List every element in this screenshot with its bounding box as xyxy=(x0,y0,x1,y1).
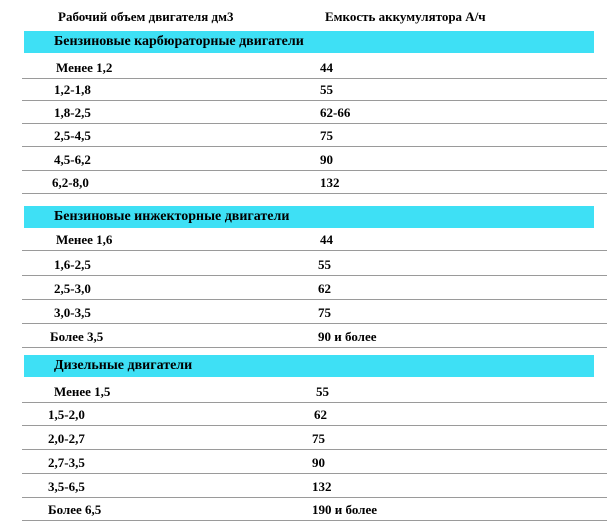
row-divider xyxy=(22,100,607,101)
table-row xyxy=(0,404,615,426)
row-divider xyxy=(22,449,607,450)
table-row xyxy=(0,428,615,450)
volume-cell: 2,7-3,5 xyxy=(48,455,85,470)
capacity-cell: 90 xyxy=(312,455,325,470)
volume-cell: 6,2-8,0 xyxy=(52,175,89,190)
row-divider xyxy=(22,497,607,498)
volume-cell: 2,5-4,5 xyxy=(54,128,91,143)
volume-cell: 1,6-2,5 xyxy=(54,257,91,272)
table-row xyxy=(0,278,615,300)
volume-cell: 2,5-3,0 xyxy=(54,281,91,296)
capacity-cell: 55 xyxy=(316,384,329,399)
capacity-cell: 132 xyxy=(320,175,340,190)
table-row xyxy=(0,499,615,521)
volume-column-header: Рабочий объем двигателя дм3 xyxy=(58,9,234,24)
table-row xyxy=(0,254,615,276)
table-header xyxy=(0,9,615,29)
capacity-cell: 90 xyxy=(320,152,333,167)
row-divider xyxy=(22,299,607,300)
volume-cell: 2,0-2,7 xyxy=(48,431,85,446)
capacity-cell: 75 xyxy=(318,305,331,320)
volume-cell: Менее 1,6 xyxy=(56,232,113,247)
capacity-cell: 62 xyxy=(314,407,327,422)
table-row xyxy=(0,452,615,474)
volume-cell: 3,0-3,5 xyxy=(54,305,91,320)
capacity-cell: 55 xyxy=(318,257,331,272)
row-divider xyxy=(22,473,607,474)
capacity-cell: 190 и более xyxy=(312,502,377,517)
table-row xyxy=(0,57,615,79)
volume-cell: 1,2-1,8 xyxy=(54,82,91,97)
table-row xyxy=(0,172,615,194)
section-title-injector: Бензиновые инжекторные двигатели xyxy=(24,206,594,228)
table-row xyxy=(0,79,615,101)
row-divider xyxy=(22,170,607,171)
capacity-cell: 62-66 xyxy=(320,105,351,120)
row-divider xyxy=(22,146,607,147)
capacity-cell: 44 xyxy=(320,60,333,75)
capacity-column-header: Емкость аккумулятора А/ч xyxy=(325,9,486,24)
volume-cell: Более 3,5 xyxy=(50,329,104,344)
volume-cell: Менее 1,5 xyxy=(54,384,111,399)
capacity-cell: 75 xyxy=(312,431,325,446)
volume-cell: Менее 1,2 xyxy=(56,60,113,75)
capacity-cell: 132 xyxy=(312,479,332,494)
table-row xyxy=(0,125,615,147)
row-divider xyxy=(22,323,607,324)
capacity-cell: 62 xyxy=(318,281,331,296)
capacity-cell: 75 xyxy=(320,128,333,143)
row-divider xyxy=(22,123,607,124)
capacity-cell: 44 xyxy=(320,232,333,247)
capacity-cell: 55 xyxy=(320,82,333,97)
row-divider xyxy=(22,347,607,348)
table-row xyxy=(0,229,615,251)
row-divider xyxy=(22,193,607,194)
volume-cell: 1,5-2,0 xyxy=(48,407,85,422)
row-divider xyxy=(22,425,607,426)
volume-cell: 4,5-6,2 xyxy=(54,152,91,167)
table-row xyxy=(0,381,615,403)
row-divider xyxy=(22,402,607,403)
volume-cell: Более 6,5 xyxy=(48,502,102,517)
table-row xyxy=(0,149,615,171)
volume-cell: 1,8-2,5 xyxy=(54,105,91,120)
row-divider xyxy=(22,250,607,251)
table-row xyxy=(0,326,615,348)
table-row xyxy=(0,102,615,124)
row-divider xyxy=(22,520,607,521)
section-title-diesel: Дизельные двигатели xyxy=(24,355,594,377)
capacity-cell: 90 и более xyxy=(318,329,377,344)
volume-cell: 3,5-6,5 xyxy=(48,479,85,494)
table-row xyxy=(0,476,615,498)
row-divider xyxy=(22,275,607,276)
section-title-carburetor: Бензиновые карбюраторные двигатели xyxy=(24,31,594,53)
table-row xyxy=(0,302,615,324)
